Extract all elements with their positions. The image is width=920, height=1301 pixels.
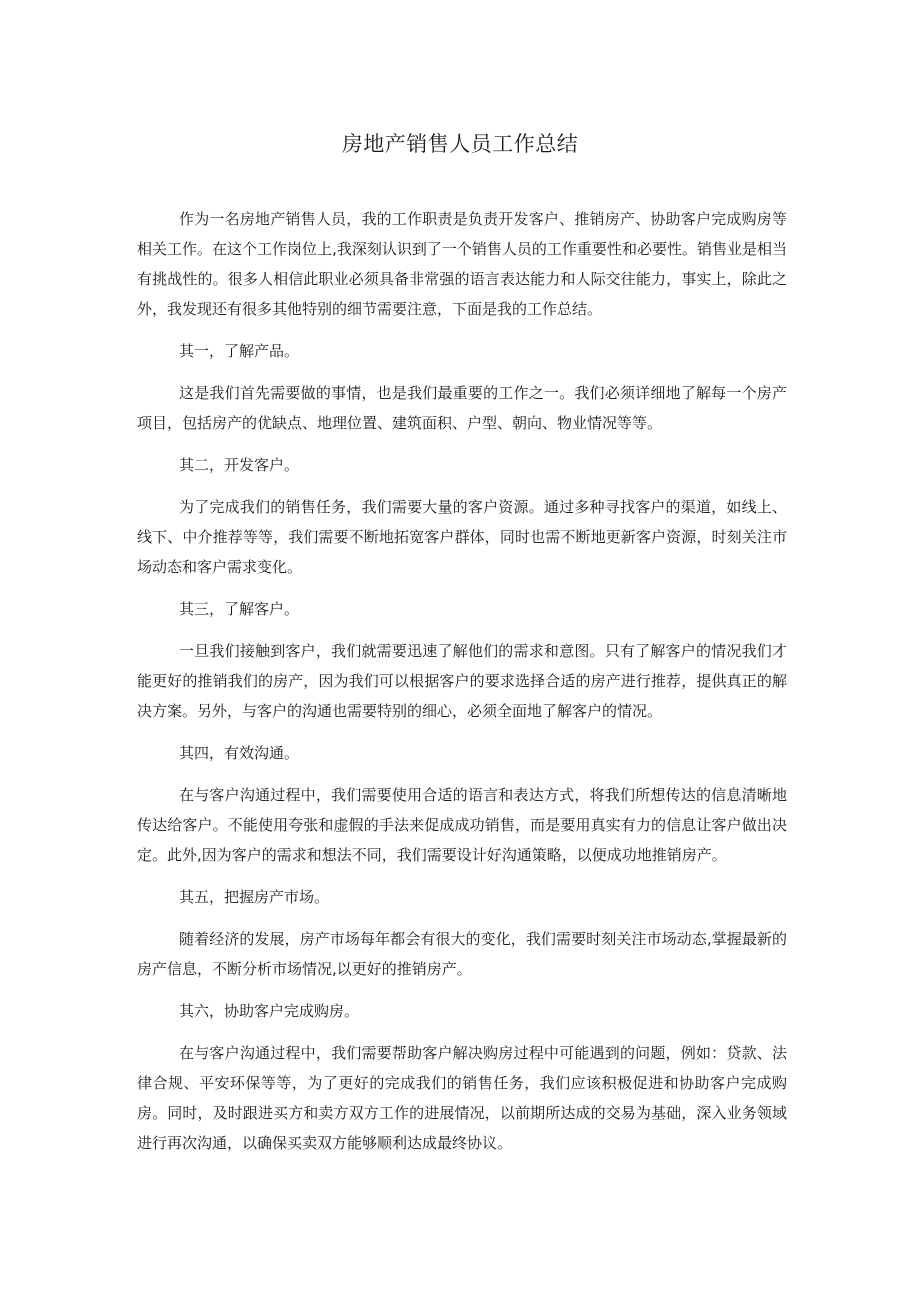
section-heading-1: 其一，了解产品。: [179, 342, 300, 360]
section-heading-6: 其六，协助客户完成购房。: [179, 1002, 360, 1020]
section-body-5: 随着经济的发展，房产市场每年都会有很大的变化，我们需要时刻关注市场动态,掌握最新的房产信息，不断分析市场情况,以更好的推销房产。: [137, 930, 787, 978]
section-body-1: 这是我们首先需要做的事情，也是我们最重要的工作之一。我们必须详细地了解每一个房产项目，包括房产的优缺点、地理位置、建筑面积、户型、朝向、物业情况等等。: [137, 384, 787, 432]
section-heading-2: 其二，开发客户。: [179, 456, 300, 474]
section-body-3: 一旦我们接触到客户，我们就需要迅速了解他们的需求和意图。只有了解客户的情况我们才能更好的推销我们的房产，因为我们可以根据客户的要求选择合适的房产进行推荐，提供真正的解决方案。另外，与客户的沟通也需要特别的细心，必须全面地了解客户的情况。: [137, 642, 787, 720]
intro-paragraph: 作为一名房地产销售人员，我的工作职责是负责开发客户、推销房产、协助客户完成购房等相关工作。在这个工作岗位上,我深刻认识到了一个销售人员的工作重要性和必要性。销售业是相当有挑战性的。很多人相信此职业必须具备非常强的语言表达能力和人际交往能力，事实上，除此之外，我发现还有很多其他特别的细节需要注意，下面是我的工作总结。: [137, 210, 787, 318]
section-heading-5: 其五，把握房产市场。: [179, 888, 330, 906]
document-title: 房地产销售人员工作总结: [341, 132, 579, 156]
section-body-6: 在与客户沟通过程中，我们需要帮助客户解决购房过程中可能遇到的问题，例如：贷款、法律合规、平安环保等等，为了更好的完成我们的销售任务，我们应该积极促进和协助客户完成购房。同时，及时跟进买方和卖方双方工作的进展情况，以前期所达成的交易为基础，深入业务领域进行再次沟通，以确保买卖双方能够顺利达成最终协议。: [137, 1044, 787, 1152]
section-heading-3: 其三，了解客户。: [179, 600, 300, 618]
document-body: [137, 204, 787, 1170]
section-body-4: 在与客户沟通过程中，我们需要使用合适的语言和表达方式，将我们所想传达的信息清晰地传达给客户。不能使用夸张和虚假的手法来促成成功销售，而是要用真实有力的信息让客户做出决定。此外,因为客户的需求和想法不同，我们需要设计好沟通策略，以便成功地推销房产。: [137, 786, 787, 864]
section-body-2: 为了完成我们的销售任务，我们需要大量的客户资源。通过多种寻找客户的渠道，如线上、线下、中介推荐等等，我们需要不断地拓宽客户群体，同时也需不断地更新客户资源，时刻关注市场动态和客户需求变化。: [137, 498, 787, 576]
section-heading-4: 其四，有效沟通。: [179, 744, 300, 762]
